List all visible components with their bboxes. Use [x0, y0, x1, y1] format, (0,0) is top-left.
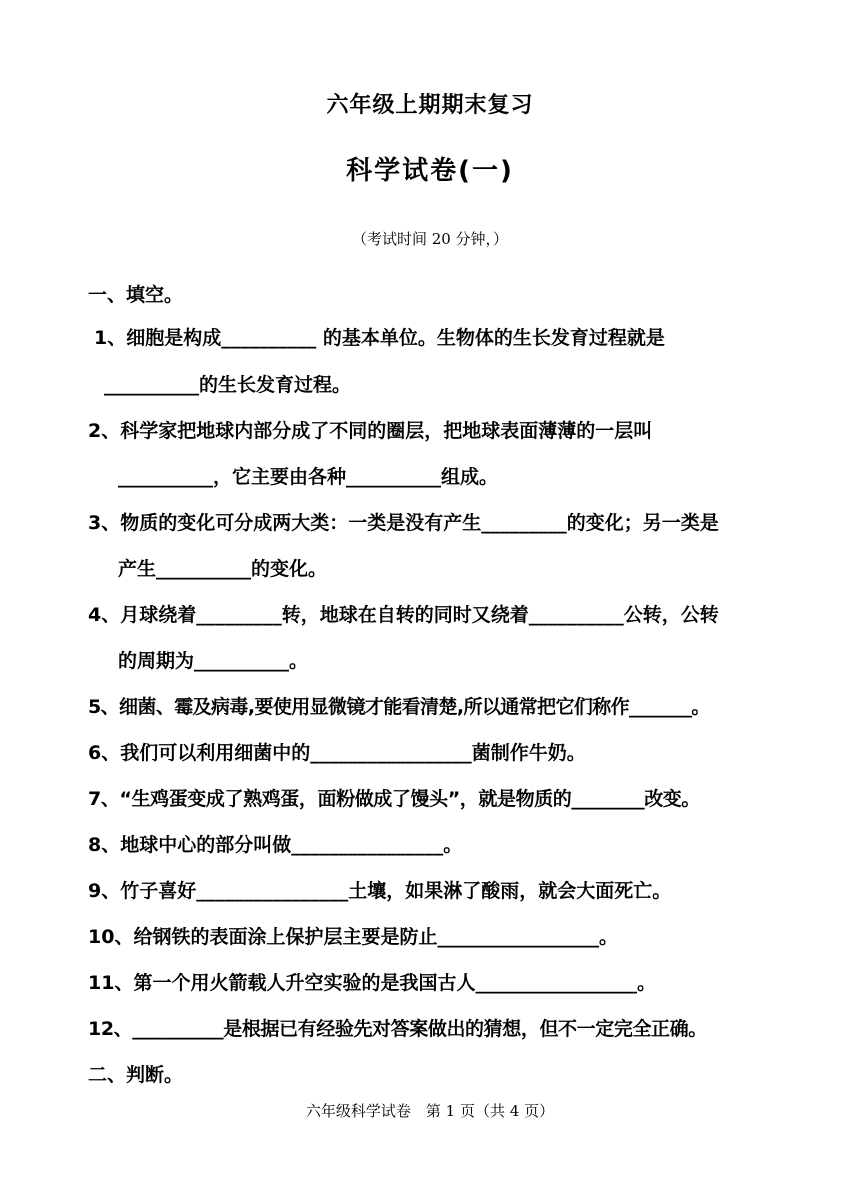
section-heading-fill-blank: 一、填空。: [88, 284, 184, 306]
question-12: 12、__________是根据已有经验先对答案做出的猜想，但不一定完全正确。: [88, 1018, 707, 1040]
time-note: （考试时间 20 分钟，）: [351, 230, 509, 248]
exam-subtitle: 科学试卷(一): [346, 156, 514, 186]
question-2-line-1: 2、科学家把地球内部分成了不同的圈层，把地球表面薄薄的一层叫: [88, 420, 653, 442]
question-2-line-2: __________，它主要由各种__________组成。: [118, 466, 499, 488]
question-1-line-2: __________的生长发育过程。: [104, 374, 352, 396]
question-5: 5、细菌、霉及病毒,要使用显微镜才能看清楚,所以通常把它们称作_______。: [88, 696, 710, 718]
exam-title: 六年级上期期末复习: [326, 93, 534, 118]
question-10: 10、给钢铁的表面涂上保护层主要是防止_________________。: [88, 926, 618, 948]
question-7: 7、“生鸡蛋变成了熟鸡蛋，面粉做成了馒头”，就是物质的________改变。: [88, 788, 700, 810]
question-3-line-1: 3、物质的变化可分成两大类：一类是没有产生_________的变化；另一类是: [88, 512, 719, 534]
question-1-line-1: 1、细胞是构成__________ 的基本单位。生物体的生长发育过程就是: [94, 327, 665, 349]
question-4-line-2: 的周期为__________。: [118, 650, 309, 672]
question-6: 6、我们可以利用细菌中的_________________菌制作牛奶。: [88, 742, 586, 764]
question-9: 9、竹子喜好________________土壤，如果淋了酸雨，就会大面死亡。: [88, 880, 672, 902]
question-3-line-2: 产生__________的变化。: [118, 558, 328, 580]
question-4-line-1: 4、月球绕着_________转，地球在自转的同时又绕着__________公转，公转: [88, 604, 719, 626]
question-8: 8、地球中心的部分叫做________________。: [88, 834, 463, 856]
page-footer: 六年级科学试卷 第 1 页（共 4 页）: [305, 1102, 555, 1120]
section-heading-judge: 二、判断。: [88, 1064, 184, 1086]
question-11: 11、第一个用火箭载人升空实验的是我国古人_________________。: [88, 972, 656, 994]
